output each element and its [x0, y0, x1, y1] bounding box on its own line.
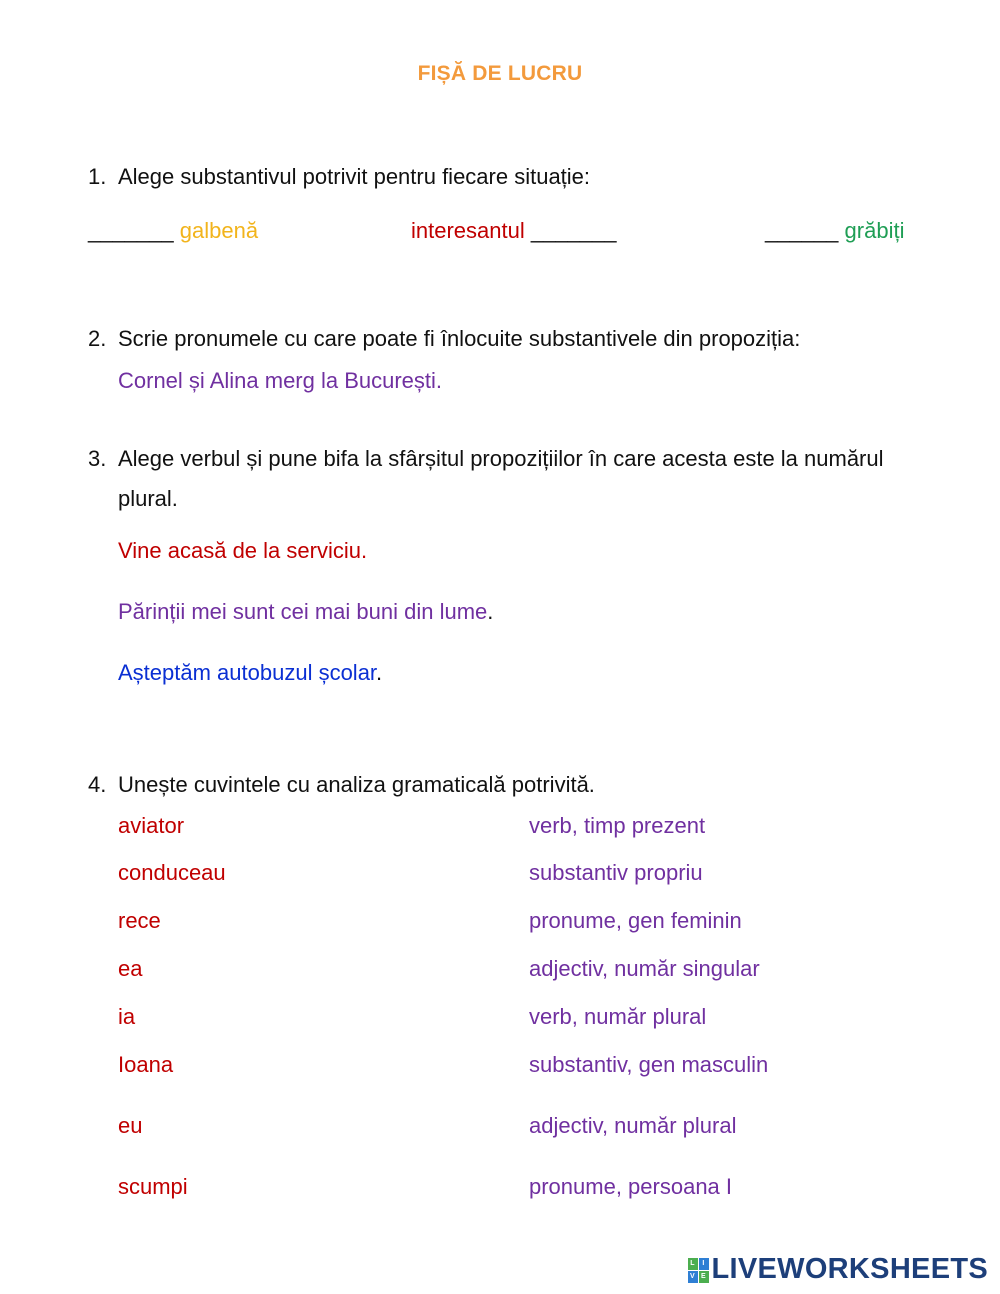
q1-item-2: [411, 218, 617, 244]
question-1-number: 1.: [88, 164, 107, 189]
logo-mark-icon: [688, 1258, 708, 1282]
logo-grid-cell: I: [699, 1258, 709, 1270]
question-3-number: 3.: [88, 446, 107, 471]
q4-left-item[interactable]: ia: [118, 1004, 136, 1029]
q1-item-1: [88, 218, 258, 244]
q4-left-item[interactable]: ea: [118, 956, 143, 981]
q4-right-item[interactable]: substantiv, gen masculin: [529, 1052, 769, 1077]
q4-left-item[interactable]: rece: [118, 908, 161, 933]
q4-right-item[interactable]: substantiv propriu: [529, 860, 703, 885]
q3-sentence-1-text: Vine acasă de la serviciu.: [118, 538, 368, 563]
q1-blank-1[interactable]: _______: [88, 218, 174, 243]
q4-left-item[interactable]: eu: [118, 1113, 143, 1138]
q3-sentence-3-end: .: [376, 660, 383, 685]
q4-right-item[interactable]: adjectiv, număr plural: [529, 1113, 737, 1138]
question-4-number: 4.: [88, 772, 107, 797]
question-1-text: Alege substantivul potrivit pentru fiecare situație:: [118, 164, 591, 189]
question-4-text: Unește cuvintele cu analiza gramaticală potrivită.: [118, 772, 595, 797]
logo-grid-cell: V: [688, 1271, 698, 1283]
q1-word-1: galbenă: [179, 218, 259, 243]
q2-sentence: Cornel și Alina merg la București.: [118, 368, 443, 393]
liveworksheets-logo: [688, 1253, 989, 1286]
question-2-text: Scrie pronumele cu care poate fi înlocuite substantivele din propoziția:: [118, 326, 801, 351]
q1-word-2: interesantul: [411, 218, 525, 243]
logo-grid-cell: E: [699, 1271, 709, 1283]
question-2-number: 2.: [88, 326, 107, 351]
q1-blank-3[interactable]: ______: [765, 218, 839, 243]
q4-left-item[interactable]: aviator: [118, 813, 185, 838]
logo-text: LIVEWORKSHEETS: [711, 1253, 988, 1285]
question-3-text-line1: Alege verbul și pune bifa la sfârșitul propozițiilor în care acesta este la numărul: [118, 446, 884, 471]
logo-grid-cell: L: [688, 1258, 698, 1270]
q4-left-item[interactable]: Ioana: [118, 1052, 174, 1077]
q4-left-item[interactable]: scumpi: [118, 1174, 188, 1199]
q1-word-3: grăbiți: [844, 218, 905, 243]
q3-sentence-2-end: .: [487, 599, 494, 624]
q3-sentence-3-text: Așteptăm autobuzul școlar: [118, 660, 377, 685]
q4-right-item[interactable]: verb, număr plural: [529, 1004, 707, 1029]
q4-right-item[interactable]: adjectiv, număr singular: [529, 956, 760, 981]
q3-sentence-2[interactable]: [118, 599, 493, 625]
q3-sentence-1[interactable]: [118, 538, 367, 564]
q4-right-item[interactable]: pronume, gen feminin: [529, 908, 742, 933]
q4-right-item[interactable]: pronume, persoana I: [529, 1174, 733, 1199]
q1-blank-2[interactable]: _______: [530, 218, 617, 243]
q4-right-item[interactable]: verb, timp prezent: [529, 813, 706, 838]
q3-sentence-3[interactable]: [118, 660, 382, 686]
page-title: FIȘĂ DE LUCRU: [417, 62, 583, 85]
q3-sentence-2-text: Părinții mei sunt cei mai buni din lume: [118, 599, 488, 624]
q1-item-3: [765, 218, 904, 244]
q4-left-item[interactable]: conduceau: [118, 860, 226, 885]
question-3-text-line2: plural.: [118, 486, 178, 511]
